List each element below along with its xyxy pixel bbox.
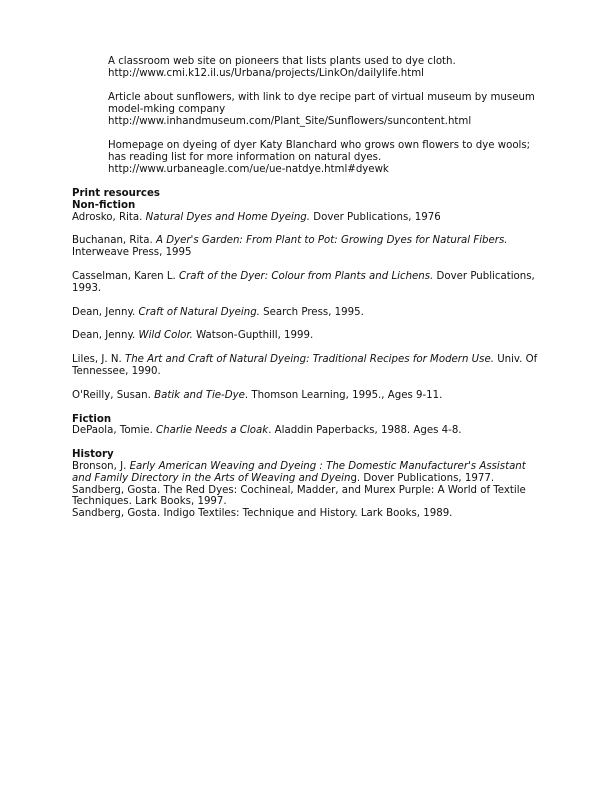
web-resource-url[interactable]: http://www.cmi.k12.il.us/Urbana/projects/LinkOn/dailylife.html xyxy=(108,67,425,79)
history-heading: History xyxy=(72,449,114,461)
history-entry-2: Sandberg, Gosta. The Red Dyes: Cochineal, Madder, and Murex Purple: A World of Textile Techniques. Lark Books, 1997. xyxy=(72,484,526,508)
nonfiction-entry-3: Casselman, Karen L. Craft of the Dyer: Colour from Plants and Lichens. Dover Publications, 1993. xyxy=(72,270,535,294)
web-resource-1 xyxy=(108,56,578,80)
nonfiction-heading: Non-fiction xyxy=(72,199,136,211)
web-resource-description: A classroom web site on pioneers that lists plants used to dye cloth. xyxy=(108,56,456,67)
web-resource-description: Article about sunflowers, with link to dye recipe part of virtual museum by museum xyxy=(108,92,535,103)
nonfiction-entry-5: Dean, Jenny. Wild Color. Watson-Gupthill, 1999. xyxy=(72,330,314,342)
web-resource-description: has reading list for more information on natural dyes. xyxy=(108,151,382,163)
print-resources-heading: Print resources xyxy=(72,188,160,199)
web-resource-3 xyxy=(108,140,578,175)
nonfiction-entry-4: Dean, Jenny. Craft of Natural Dyeing. Search Press, 1995. xyxy=(72,306,364,318)
history-entry-3: Sandberg, Gosta. Indigo Textiles: Technique and History. Lark Books, 1989. xyxy=(72,508,453,520)
web-resource-description: Homepage on dyeing of dyer Katy Blanchard who grows own flowers to dye wools; xyxy=(108,140,531,151)
nonfiction-entry-6: Liles, J. N. The Art and Craft of Natural Dyeing: Traditional Recipes for Modern Use. Univ. Of Tennessee, 1990. xyxy=(72,354,538,377)
web-resource-url[interactable]: http://www.urbaneagle.com/ue/ue-natdye.html#dyewk xyxy=(108,163,389,175)
nonfiction-entry-7: O'Reilly, Susan. Batik and Tie-Dye. Thomson Learning, 1995., Ages 9-11. xyxy=(72,389,443,401)
fiction-entry-1: DePaola, Tomie. Charlie Needs a Cloak. Aladdin Paperbacks, 1988. Ages 4-8. xyxy=(72,425,462,437)
print-resources-section xyxy=(72,188,542,520)
nonfiction-entry-1: Adrosko, Rita. Natural Dyes and Home Dyeing. Dover Publications, 1976 xyxy=(72,211,441,223)
fiction-heading: Fiction xyxy=(72,413,112,425)
web-resource-url[interactable]: http://www.inhandmuseum.com/Plant_Site/Sunflowers/suncontent.html xyxy=(108,115,472,127)
nonfiction-entry-2: Buchanan, Rita. A Dyer's Garden: From Plant to Pot: Growing Dyes for Natural Fibers. Interweave Press, 1995 xyxy=(72,235,508,259)
history-entry-1: Bronson, J. Early American Weaving and Dyeing : The Domestic Manufacturer's Assistant and Family Directory in the Arts of Weaving and Dyeing. Dover Publications, 1977. xyxy=(72,460,526,484)
web-resource-2 xyxy=(108,92,578,127)
web-resource-description: model-mking company xyxy=(108,103,226,115)
